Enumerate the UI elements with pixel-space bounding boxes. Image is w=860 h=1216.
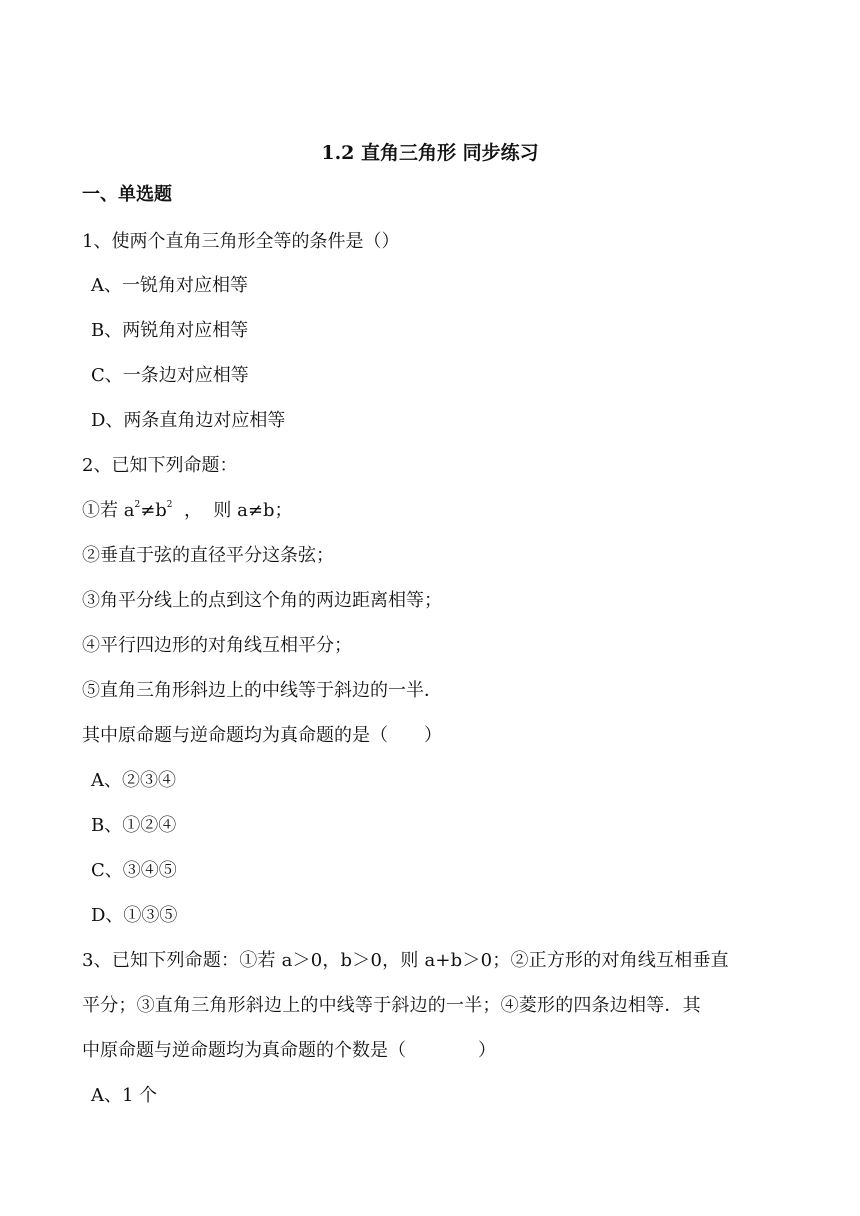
question-1-option-b: B、两锐角对应相等 — [91, 320, 249, 341]
question-2-proposition-2: ②垂直于弦的直径平分这条弦； — [82, 545, 334, 566]
question-2-stem: 2、已知下列命题： — [82, 455, 238, 476]
question-2-proposition-4: ④平行四边形的对角线互相平分； — [82, 635, 352, 656]
proposition-1-middle: ≠b — [140, 500, 167, 521]
question-3-stem-line-2: 平分；③直角三角形斜边上的中线等于斜边的一半；④菱形的四条边相等．其 — [82, 995, 701, 1016]
question-2-option-c: C、③④⑤ — [91, 860, 177, 881]
question-2-option-a: A、②③④ — [91, 770, 176, 791]
question-3-stem-line-3: 中原命题与逆命题均为真命题的个数是（ ） — [82, 1040, 496, 1061]
superscript-exponent: 2 — [166, 500, 173, 510]
question-2-option-d: D、①③⑤ — [91, 905, 178, 926]
proposition-1-prefix: ①若 a — [82, 500, 135, 521]
question-2-proposition-3: ③角平分线上的点到这个角的两边距离相等； — [82, 590, 442, 611]
question-2-option-b: B、①②④ — [91, 815, 177, 836]
question-2-proposition-1 — [82, 498, 292, 524]
question-3-stem-line-1: 3、已知下列命题：①若 a＞0，b＞0，则 a+b＞0；②正方形的对角线互相垂直 — [82, 950, 729, 971]
question-3-option-a: A、1 个 — [91, 1085, 158, 1106]
question-2-ask: 其中原命题与逆命题均为真命题的是（ ） — [82, 725, 442, 746]
question-1-option-a: A、一锐角对应相等 — [91, 275, 248, 296]
page-title: 1.2 直角三角形 同步练习 — [321, 142, 539, 164]
question-1-option-d: D、两条直角边对应相等 — [91, 410, 286, 431]
question-1-stem: 1、使两个直角三角形全等的条件是（） — [82, 231, 400, 252]
proposition-1-suffix: ， 则 a≠b； — [172, 500, 293, 521]
section-heading: 一、单选题 — [82, 184, 172, 205]
question-1-option-c: C、一条边对应相等 — [91, 365, 249, 386]
question-2-proposition-5: ⑤直角三角形斜边上的中线等于斜边的一半． — [82, 680, 442, 701]
superscript-exponent: 2 — [134, 500, 141, 510]
